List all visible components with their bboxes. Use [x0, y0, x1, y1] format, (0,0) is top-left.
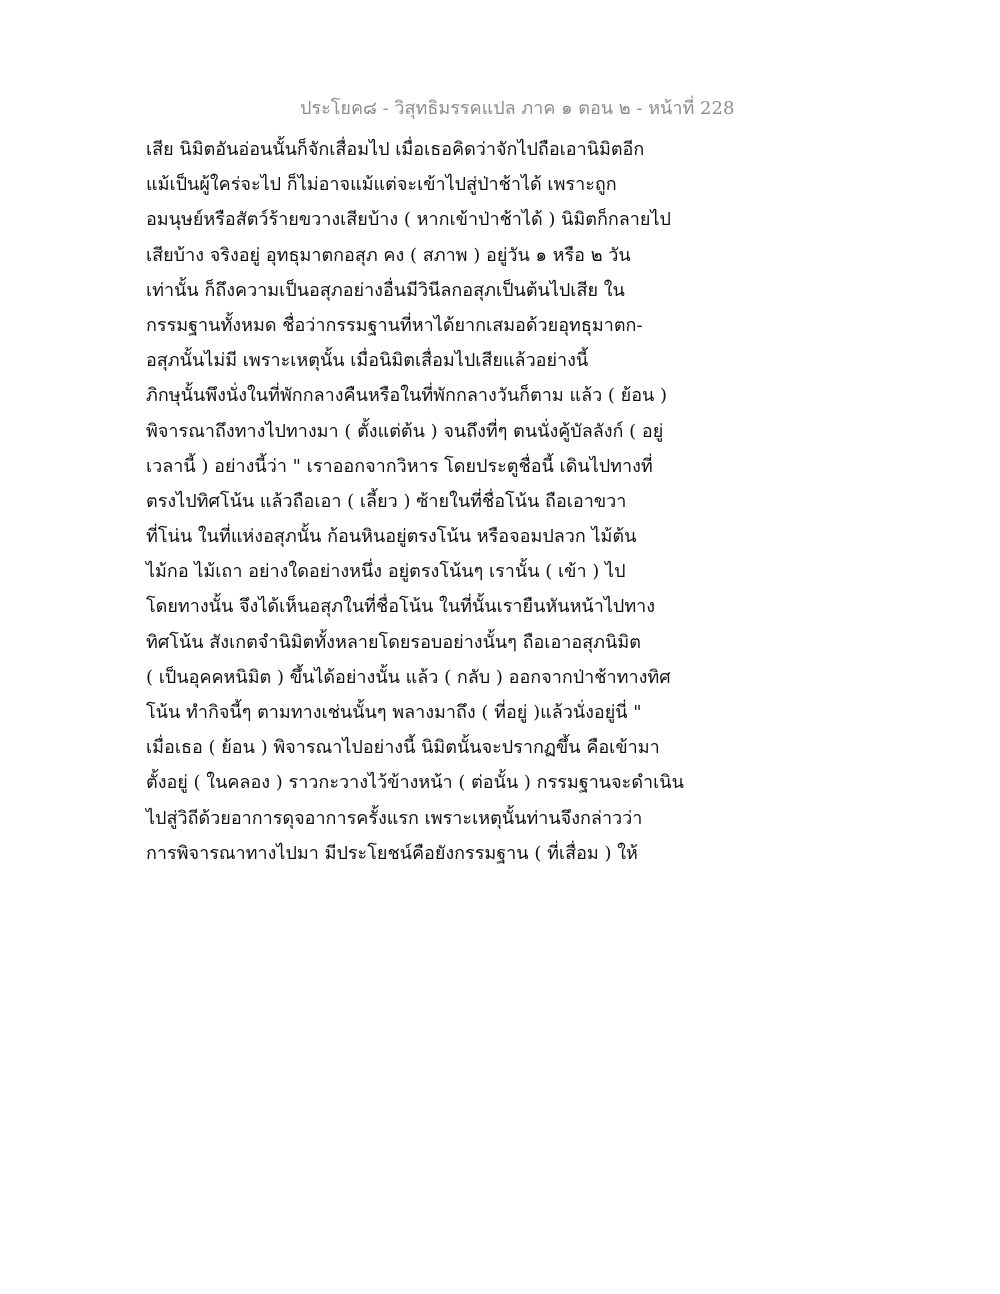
- text-line: การพิจารณาทางไปมา มีประโยชน์คือยังกรรมฐาน ( ที่เสื่อม ) ให้: [146, 842, 638, 864]
- text-line: ตรงไปทิศโน้น แล้วถือเอา ( เลี้ยว ) ซ้ายในที่ชื่อโน้น ถือเอาขวา: [146, 490, 627, 512]
- text-line: แม้เป็นผู้ใคร่จะไป ก็ไม่อาจแม้แต่จะเข้าไปสู่ป่าช้าได้ เพราะถูก: [146, 174, 617, 196]
- text-line: เวลานี้ ) อย่างนี้ว่า " เราออกจากวิหาร โดยประตูชื่อนี้ เดินไปทางที่: [146, 455, 653, 477]
- text-line: กรรมฐานทั้งหมด ชื่อว่ากรรมฐานที่หาได้ยากเสมอด้วยอุทธุมาตก-: [146, 314, 643, 336]
- text-line: ภิกษุนั้นพึงนั่งในที่พักกลางคืนหรือในที่พักกลางวันก็ตาม แล้ว ( ย้อน ): [146, 385, 668, 407]
- text-line: อสุภนั้นไม่มี เพราะเหตุนั้น เมื่อนิมิตเสื่อมไปเสียแล้วอย่างนี้: [146, 350, 589, 372]
- text-line: เสีย นิมิตอันอ่อนนั้นก็จักเสื่อมไป เมื่อเธอคิดว่าจักไปถือเอานิมิตอีก: [146, 139, 645, 160]
- text-line: เสียบ้าง จริงอยู่ อุทธุมาตกอสุภ คง ( สภาพ ) อยู่วัน ๑ หรือ ๒ วัน: [146, 244, 631, 266]
- text-line: เท่านั้น ก็ถึงความเป็นอสุภอย่างอื่นมีวินีลกอสุภเป็นต้นไปเสีย ใน: [146, 279, 625, 301]
- text-line: โดยทางนั้น จึงได้เห็นอสุภในที่ชื่อโน้น ในที่นั้นเรายืนหันหน้าไปทาง: [146, 596, 656, 618]
- text-line: โน้น ทำกิจนี้ๆ ตามทางเช่นนั้นๆ พลางมาถึง ( ที่อยู่ )แล้วนั่งอยู่นี่ ": [146, 702, 642, 723]
- text-line: ทิศโน้น สังเกตจำนิมิตทั้งหลายโดยรอบอย่างนั้นๆ ถือเอาอสุภนิมิต: [146, 631, 641, 653]
- text-line: เมื่อเธอ ( ย้อน ) พิจารณาไปอย่างนี้ นิมิตนั้นจะปรากฏขึ้น คือเข้ามา: [146, 737, 660, 759]
- body-text: [146, 132, 686, 871]
- text-line: ไม้กอ ไม้เถา อย่างใดอย่างหนึ่ง อยู่ตรงโน้นๆ เรานั้น ( เข้า ) ไป: [146, 561, 626, 583]
- text-line: ตั้งอยู่ ( ในคลอง ) ราวกะวางไว้ข้างหน้า ( ต่อนั้น ) กรรมฐานจะดำเนิน: [146, 772, 684, 794]
- running-header: ประโยค๘ - วิสุทธิมรรคแปล ภาค ๑ ตอน ๒ - หน้าที่ 228: [300, 98, 735, 119]
- text-line: ที่โน่น ในที่แห่งอสุภนั้น ก้อนหินอยู่ตรงโน้น หรือจอมปลวก ไม้ต้น: [146, 526, 637, 548]
- text-line: อมนุษย์หรือสัตว์ร้ายขวางเสียบ้าง ( หากเข้าป่าช้าได้ ) นิมิตก็กลายไป: [146, 209, 671, 231]
- text-line: ไปสู่วิถีด้วยอาการดุจอาการครั้งแรก เพราะเหตุนั้นท่านจึงกล่าวว่า: [146, 807, 643, 829]
- text-line: ( เป็นอุคคหนิมิต ) ขึ้นได้อย่างนั้น แล้ว ( กลับ ) ออกจากป่าช้าทางทิศ: [146, 666, 671, 688]
- text-line: พิจารณาถึงทางไปทางมา ( ตั้งแต่ต้น ) จนถึงที่ๆ ตนนั่งคู้บัลลังก์ ( อยู่: [146, 420, 664, 442]
